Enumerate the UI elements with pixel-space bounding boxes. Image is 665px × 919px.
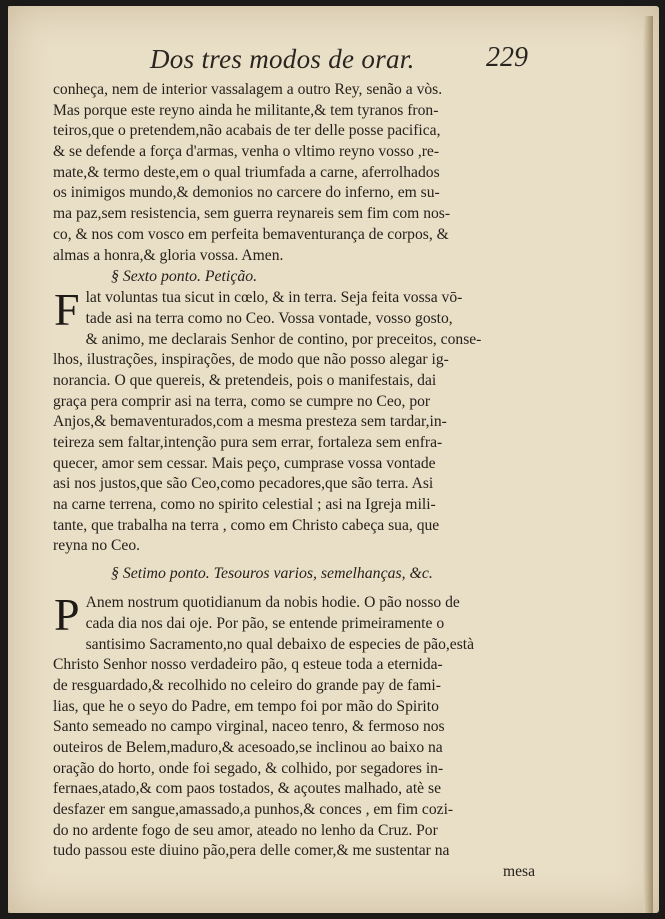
- section-heading-setimo-ponto: § Setimo ponto. Tesouros varios, semelhanças, &c.: [111, 565, 433, 583]
- text-line: do no ardente fogo de seu amor, ateado no lenho da Cruz. Por: [53, 821, 438, 839]
- text-line: reyna no Ceo.: [53, 537, 141, 555]
- text-line: tudo passou este diuino pão,pera delle comer,& me sustentar na: [53, 842, 450, 860]
- text-line: Santo semeado no campo virginal, naceo tenro, & fermoso nos: [53, 718, 445, 736]
- page-header: [8, 42, 659, 82]
- page-number: 229: [486, 42, 528, 73]
- text-line: co, & nos com vosco em perfeita bemaventurança de corpos, &: [53, 225, 449, 243]
- text-line: Anem nostrum quotidianum da nobis hodie. O pão nosso de: [85, 594, 460, 612]
- text-line: ma paz,sem resistencia, sem guerra reynareis sem fim com nos-: [53, 205, 451, 223]
- text-line: na carne terrena, como no spirito celestial ; asi na Igreja mili-: [53, 496, 436, 514]
- text-line: mate,& termo deste,em o qual triumfada a carne, aferrolhados: [53, 163, 440, 181]
- spacer: [53, 585, 535, 593]
- text-line: & se defende a força d'armas, venha o vltimo reyno vosso ,re-: [53, 143, 440, 161]
- text-line: Anjos,& bemaventurados,com a mesma presteza sem tardar,in-: [53, 413, 447, 431]
- text-line: asi nos justos,que são Ceo,como pecadores,que são terra. Asi: [53, 475, 434, 493]
- book-page: [8, 6, 659, 913]
- section-heading-sexto-ponto: § Sexto ponto. Petição.: [111, 268, 258, 286]
- paragraph-bread: [53, 593, 535, 862]
- text-line: tade asi na terra como no Ceo. Vossa vontade, vosso gosto,: [85, 309, 453, 327]
- text-line: graça pera comprir asi na terra, como se cumpre no Ceo, por: [53, 392, 431, 410]
- text-line: os inimigos mundo,& demonios no carcere do inferno, em su-: [53, 184, 440, 202]
- text-line: desfazer em sangue,amassado,a punhos,& conces , em fim cozi-: [53, 801, 454, 818]
- text-line: conheça, nem de interior vassalagem a outro Rey, senão a vòs.: [53, 81, 443, 98]
- text-line: lat voluntas tua sicut in cœlo, & in terra. Seja feita vossa vō-: [85, 289, 463, 307]
- text-line: Mas porque este reyno ainda he militante,& tem tyranos fron-: [53, 101, 439, 119]
- text-line: cada dia nos dai oje. Por pão, se entende primeiramente o: [85, 614, 445, 632]
- drop-cap-f: F: [54, 288, 80, 336]
- text-line: fernaes,atado,& com paos tostados, & açoutes malhado, atè se: [53, 780, 441, 798]
- catchword: mesa: [502, 863, 535, 881]
- text-line: teiros,que o pretendem,não acabais de ter delle posse pacifica,: [53, 122, 441, 140]
- paragraph-bread-lines: [53, 593, 535, 862]
- paragraph-petition-lines: [53, 288, 535, 557]
- paragraph-petition: [53, 288, 535, 557]
- text-line: norancia. O que quereis, & pretendeis, pois o manifestais, dai: [53, 371, 437, 389]
- body-text: [53, 80, 535, 883]
- paragraph-reign: [53, 80, 535, 266]
- running-title: Dos tres modos de orar.: [150, 44, 415, 74]
- text-line: santisimo Sacramento,no qual debaixo de especies de pão,està: [85, 635, 475, 653]
- drop-cap-p: P: [54, 593, 80, 641]
- page-edge: [643, 16, 653, 913]
- text-line: lhos, ilustrações, inspirações, de modo que não posso alegar ig-: [53, 351, 449, 369]
- text-line: Christo Senhor nosso verdadeiro pão, q esteue toda a eternida-: [53, 656, 443, 674]
- text-line: oração do horto, onde foi segado, & colhido, por segadores in-: [53, 759, 444, 777]
- text-line: & animo, me declarais Senhor de contino, por preceitos, conse-: [85, 330, 482, 348]
- text-line: outeiros de Belem,maduro,& acesoado,se inclinou ao baixo na: [53, 738, 443, 756]
- text-line: tante, que trabalha na terra , como em Christo cabeça sua, que: [53, 516, 440, 534]
- text-line: teireza sem faltar,intenção pura sem errar, fortaleza sem enfra-: [53, 434, 443, 451]
- text-line: almas a honra,& gloria vossa. Amen.: [53, 246, 284, 264]
- text-line: lias, que he o seyo do Padre, em tempo foi por mão do Spirito: [53, 697, 439, 715]
- text-line: de resguardado,& recolhido no celeiro do grande pay de fami-: [53, 676, 441, 694]
- text-line: quecer, amor sem cessar. Mais peço, cumprase vossa vontade: [53, 454, 436, 472]
